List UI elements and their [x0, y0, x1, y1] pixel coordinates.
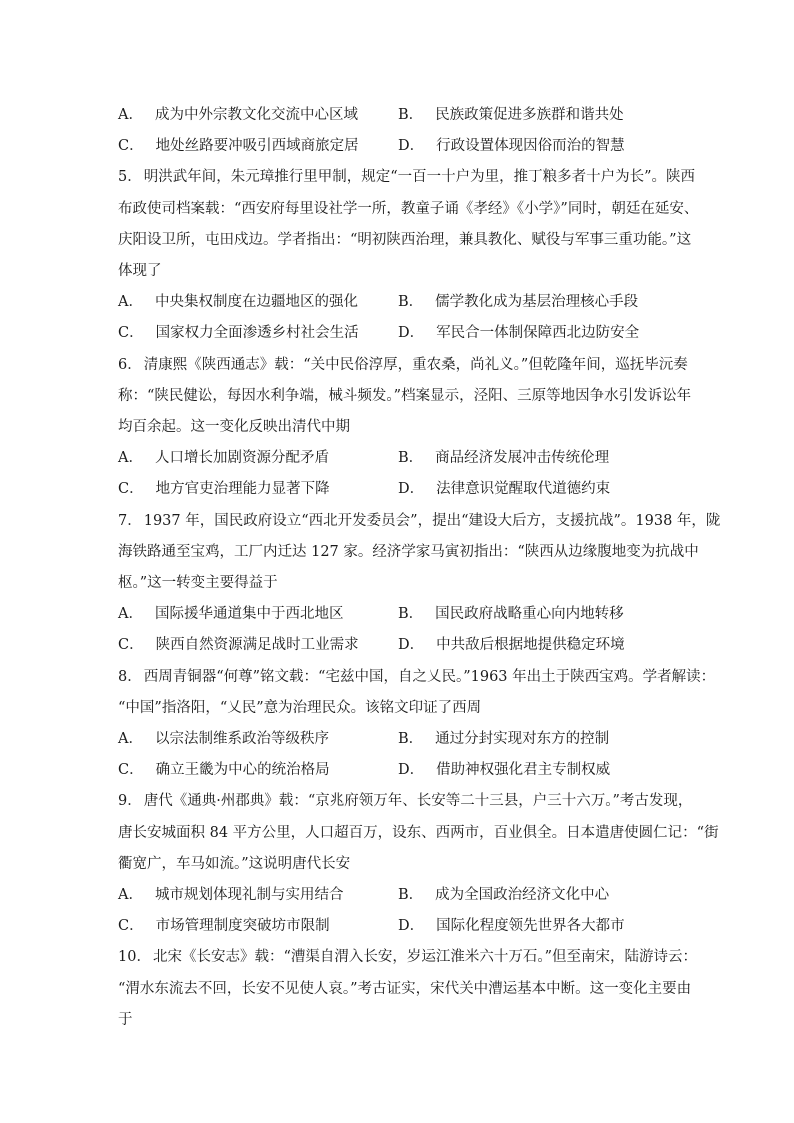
option-row: [118, 724, 678, 755]
question-stem-line: 均百余起。这一变化反映出清代中期: [118, 418, 350, 435]
option-row: [118, 599, 678, 630]
question-stem-line: 5． 明洪武年间，朱元璋推行里甲制，规定“一百一十户为里，推丁粮多者十户为长”。陕西: [118, 169, 696, 186]
option-row: [118, 443, 678, 474]
option-d: D． 借助神权强化君主专制权威: [398, 762, 611, 779]
question-number: 8．: [118, 668, 142, 685]
option-b: B． 成为全国政治经济文化中心: [398, 886, 610, 903]
option-row: [118, 911, 678, 942]
question-7: [118, 506, 721, 662]
question-6: [118, 350, 692, 506]
option-b: B． 商品经济发展冲击传统伦理: [398, 450, 610, 467]
option-d: D． 中共敌后根据地提供稳定环境: [398, 637, 625, 654]
option-a: A． 以宗法制维系政治等级秩序: [118, 730, 329, 747]
question-stem-line: 海铁路通至宝鸡，工厂内迁达 127 家。经济学家马寅初指出：“陕西从边缘腹地变为抗战中: [118, 543, 699, 560]
option-a: A． 城市规划体现礼制与实用结合: [118, 886, 344, 903]
option-c: C． 陕西自然资源满足战时工业需求: [118, 637, 359, 654]
question-5: [118, 162, 699, 349]
question-stem-line: 体现了: [118, 262, 162, 279]
option-a: A． 人口增长加剧资源分配矛盾: [118, 450, 329, 467]
question-stem-line: “渭水东流去不回，长安不见使人哀。”考古证实，宋代关中漕运基本中断。这一变化主要由: [118, 980, 692, 997]
question-9: [118, 786, 719, 942]
option-d: D． 法律意识觉醒取代道德约束: [398, 481, 611, 498]
question-number: 5．: [118, 169, 142, 186]
question-stem-line: 7． 1937 年，国民政府设立“西北开发委员会”，提出“建设大后方，支援抗战”。1938 年，陇: [118, 512, 721, 529]
question-number: 6．: [118, 356, 142, 373]
option-b: B． 儒学教化成为基层治理核心手段: [398, 294, 639, 311]
question-stem-line: 衢宽广，车马如流。”这说明唐代长安: [118, 855, 351, 872]
option-a: A． 中央集权制度在边疆地区的强化: [118, 294, 358, 311]
question-stem-line: 于: [118, 1011, 133, 1028]
option-c: C． 市场管理制度突破坊市限制: [118, 918, 330, 935]
option-c: C． 地处丝路要冲吸引西域商旅定居: [118, 138, 359, 155]
option-c: C． 地方官吏治理能力显著下降: [118, 481, 330, 498]
option-b: B． 国民政府战略重心向内地转移: [398, 606, 624, 623]
option-row: [118, 318, 678, 349]
option-b: B． 民族政策促进多族群和谐共处: [398, 107, 624, 123]
option-d: D． 军民合一体制保障西北边防安全: [398, 325, 640, 342]
question-stem-line: 9． 唐代《通典·州郡典》载：“京兆府领万年、长安等二十三县，户三十六万。”考古发现，: [118, 793, 693, 810]
option-row: [118, 131, 678, 162]
option-b: B． 通过分封实现对东方的控制: [398, 730, 610, 747]
option-row: [118, 630, 678, 661]
question-number: 7．: [118, 512, 142, 529]
question-stem-line: 布政使司档案载：“西安府每里设社学一所，教童子诵《孝经》《小学》”同时，朝廷在延安、: [118, 200, 699, 217]
option-a: A． 成为中外宗教文化交流中心区域: [118, 107, 358, 123]
question-stem-line: 枢。”这一转变主要得益于: [118, 574, 278, 591]
exam-page: [118, 100, 721, 1036]
question-stem-line: 10． 北宋《长安志》载：“漕渠自渭入长安，岁运江淮米六十万石。”但至南宋，陆游诗云：: [118, 949, 698, 966]
question-stem-line: 称：“陕民健讼，每因水利争端，械斗频发。”档案显示，泾阳、三原等地因争水引发诉讼年: [118, 387, 692, 404]
option-row: [118, 474, 678, 505]
question-stem-line: 6． 清康熙《陕西通志》载：“关中民俗淳厚，重农桑，尚礼义。”但乾隆年间，巡抚毕沅奏: [118, 356, 688, 373]
question-stem-line: “中国”指洛阳，“乂民”意为治理民众。该铭文印证了西周: [118, 699, 482, 716]
option-d: D． 国际化程度领先世界各大都市: [398, 918, 625, 935]
option-a: A． 国际援华通道集中于西北地区: [118, 606, 344, 623]
question-8: [118, 662, 716, 787]
option-d: D． 行政设置体现因俗而治的智慧: [398, 138, 625, 155]
option-c: C． 确立王畿为中心的统治格局: [118, 762, 330, 779]
option-c: C． 国家权力全面渗透乡村社会生活: [118, 325, 359, 342]
question-stem-line: 庆阳设卫所，屯田戍边。学者指出：“明初陕西治理，兼具教化、赋役与军事三重功能。”这: [118, 231, 692, 248]
option-row: [118, 100, 678, 131]
question-stem-line: 唐长安城面积 84 平方公里，人口超百万，设东、西两市，百业俱全。日本遣唐使圆仁记：“街: [118, 824, 719, 841]
question-10: [118, 942, 698, 1036]
option-row: [118, 755, 678, 786]
question-stem-line: 8． 西周青铜器“何尊”铭文载：“宅兹中国，自之乂民。”1963 年出土于陕西宝鸡。学者解读：: [118, 668, 716, 685]
question-number: 10．: [118, 949, 151, 966]
option-row: [118, 880, 678, 911]
question-number: 9．: [118, 793, 142, 810]
option-row: [118, 287, 678, 318]
